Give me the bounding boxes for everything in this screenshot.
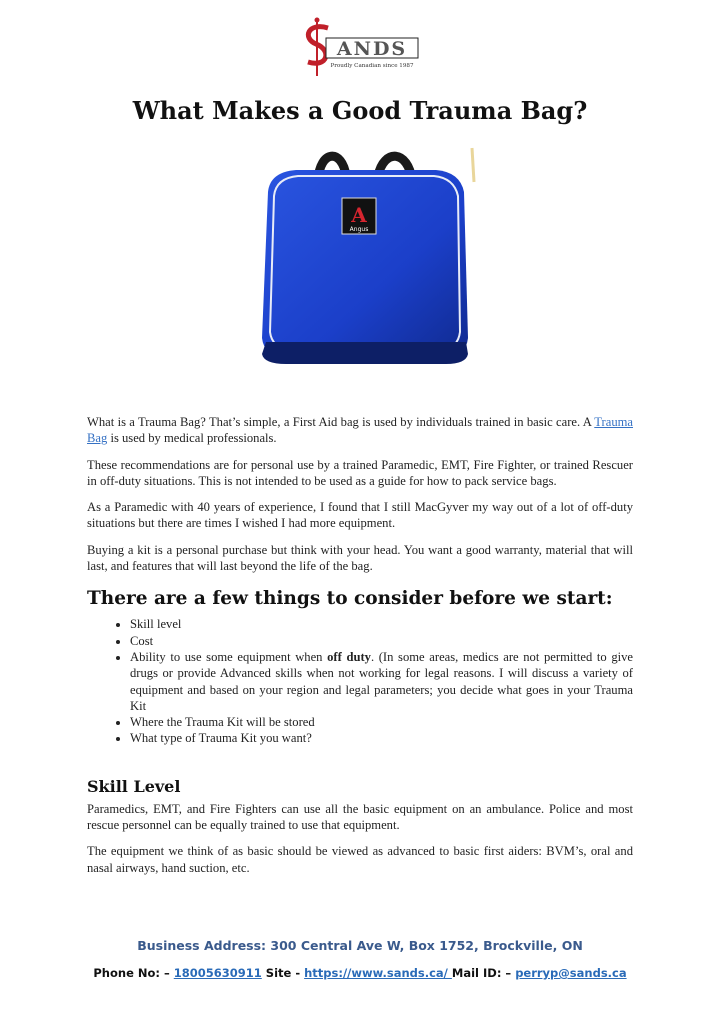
logo-brand: ANDS bbox=[336, 38, 408, 60]
list-item: • Ability to use some equipment when off duty. (In some areas, medics are not permitted to give drugs or provide Advanced skills when not working for legal reasons. I will discuss a variety of equipment and based on your region and legal parameters; you decide what goes in your Trauma Kit bbox=[130, 649, 633, 714]
consider-heading: There are a few things to consider before we start: bbox=[87, 588, 613, 610]
contact-line: Phone No: – 18005630911 Site - https://www.sands.ca/ Mail ID: – perryp@sands.ca bbox=[93, 966, 627, 980]
intro-paragraph-4: Buying a kit is a personal purchase but think with your head. You want a good warranty, material that will last, and features that will last beyond the life of the bag. bbox=[87, 542, 633, 574]
intro-paragraph-2: These recommendations are for personal use by a trained Paramedic, EMT, Fire Fighter, or trained Rescuer in off-duty situations. This is not intended to be used as a guide for how to pack service bags. bbox=[87, 457, 633, 488]
list-item: • Where the Trauma Kit will be stored bbox=[130, 714, 633, 730]
trauma-bag-link[interactable]: Trauma Bag bbox=[87, 415, 633, 446]
skill-paragraph-2: The equipment we think of as basic should be viewed as advanced to basic first aiders: BVM’s, oral and nasal airways, hand suction, etc. bbox=[87, 844, 633, 875]
site-link[interactable]: https://www.sands.ca/ bbox=[304, 966, 452, 980]
consider-list bbox=[87, 616, 633, 746]
logo-tagline: Proudly Canadian since 1987 bbox=[330, 63, 414, 69]
intro-paragraph-3: As a Paramedic with 40 years of experience, I found that I still MacGyver my way out of a lot of off-duty situations but there are times I wished I had more equipment. bbox=[87, 500, 633, 531]
trauma-bag-image bbox=[246, 142, 486, 372]
list-item: • Cost bbox=[130, 633, 633, 649]
sands-logo bbox=[300, 14, 420, 80]
mail-link[interactable]: perryp@sands.ca bbox=[515, 966, 627, 980]
business-address: Business Address: 300 Central Ave W, Box 1752, Brockville, ON bbox=[137, 938, 583, 953]
skill-paragraph-1: Paramedics, EMT, and Fire Fighters can use all the basic equipment on an ambulance. Police and most rescue personnel can be equally trained to use that equipment. bbox=[87, 801, 633, 833]
page-title: What Makes a Good Trauma Bag? bbox=[132, 96, 588, 125]
article-body bbox=[87, 414, 633, 886]
badge-text: Angus bbox=[349, 226, 369, 233]
badge-letter: A bbox=[351, 203, 367, 227]
skill-level-heading: Skill Level bbox=[87, 776, 181, 796]
list-item: • Skill level bbox=[130, 616, 633, 632]
intro-paragraph-1: What is a Trauma Bag? That’s simple, a First Aid bag is used by individuals trained in basic care. A Trauma Bag is used by medical professionals. bbox=[87, 415, 633, 446]
list-item: • What type of Trauma Kit you want? bbox=[130, 730, 633, 746]
phone-link[interactable]: 18005630911 bbox=[173, 966, 262, 980]
